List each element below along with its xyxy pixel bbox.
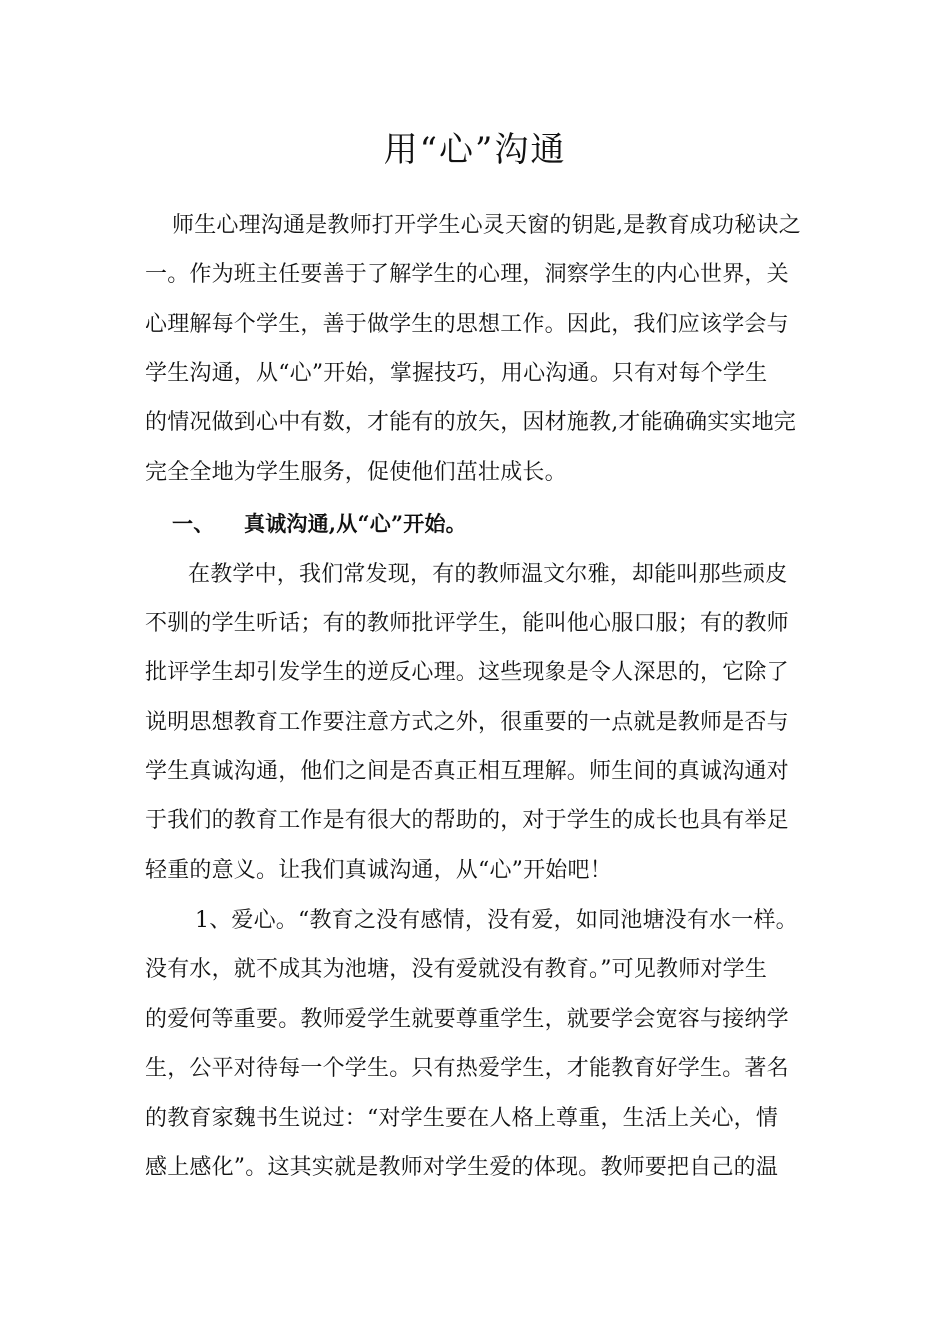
paragraph-line: 学生真诚沟通，他们之间是否真正相互理解。师生间的真诚沟通对 <box>145 759 789 784</box>
paragraph-line: 生，公平对待每一个学生。只有热爱学生，才能教育好学生。著名 <box>145 1056 789 1081</box>
paragraph-line: 轻重的意义。让我们真诚沟通，从“心”开始吧！ <box>145 858 612 883</box>
paragraph-line: 一。作为班主任要善于了解学生的心理，洞察学生的内心世界，关 <box>145 262 789 287</box>
paragraph-line: 师生心理沟通是教师打开学生心灵天窗的钥匙,是教育成功秘诀之 <box>172 213 801 238</box>
paragraph-line: 不驯的学生听话；有的教师批评学生，能叫他心服口服；有的教师 <box>145 611 789 636</box>
paragraph-line: 感上感化”。这其实就是教师对学生爱的体现。教师要把自己的温 <box>145 1155 779 1180</box>
paragraph-line: 没有水，就不成其为池塘，没有爱就没有教育。”可见教师对学生 <box>145 957 768 982</box>
paragraph-line: 于我们的教育工作是有很大的帮助的，对于学生的成长也具有举足 <box>145 808 789 833</box>
paragraph-line: 心理解每个学生，善于做学生的思想工作。因此，我们应该学会与 <box>145 312 789 337</box>
section-title: 真诚沟通,从“心”开始。 <box>244 511 467 536</box>
document-title: 用“心”沟通 <box>383 130 567 170</box>
paragraph-line: 完全全地为学生服务，促使他们茁壮成长。 <box>145 460 567 485</box>
paragraph-line: 的爱何等重要。教师爱学生就要尊重学生，就要学会宽容与接纳学 <box>145 1007 789 1032</box>
paragraph-line: 学生沟通，从“心”开始，掌握技巧，用心沟通。只有对每个学生 <box>145 361 768 386</box>
section-heading <box>172 509 467 539</box>
paragraph-line: 的教育家魏书生说过：“对学生要在人格上尊重，生活上关心，情 <box>145 1106 779 1131</box>
paragraph-line: 的情况做到心中有数，才能有的放矢，因材施教,才能确确实实地完 <box>145 410 796 435</box>
paragraph-line: 1、爱心。“教育之没有感情，没有爱，如同池塘没有水一样。 <box>195 908 798 933</box>
paragraph-line: 批评学生却引发学生的逆反心理。这些现象是令人深思的，它除了 <box>145 660 789 685</box>
section-number: 一、 <box>172 511 215 536</box>
paragraph-line: 说明思想教育工作要注意方式之外，很重要的一点就是教师是否与 <box>145 710 789 735</box>
paragraph-line: 在教学中，我们常发现，有的教师温文尔雅，却能叫那些顽皮 <box>188 562 788 587</box>
